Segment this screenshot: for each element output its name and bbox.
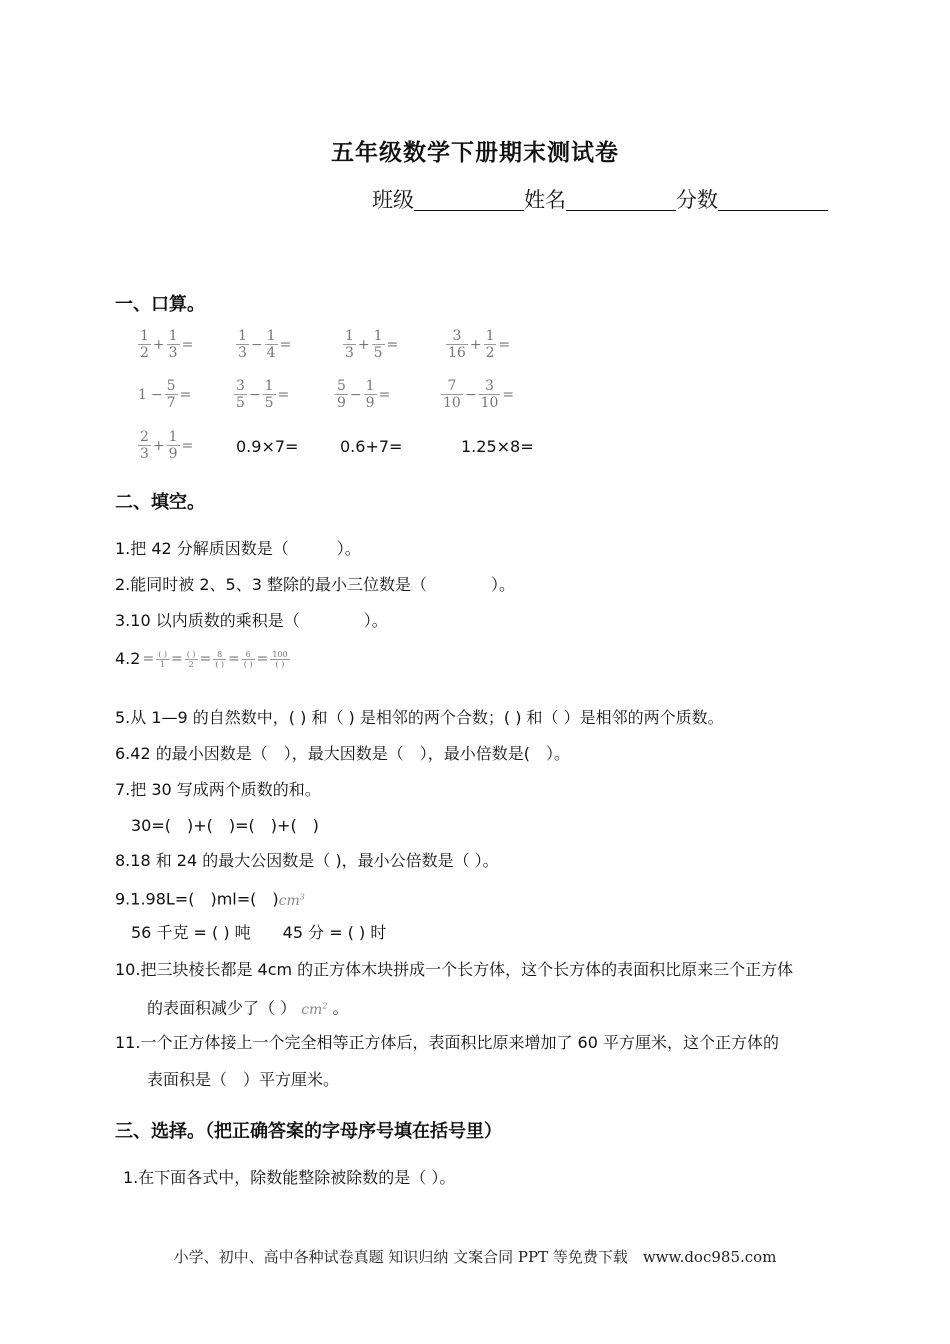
fill-question-line: 56 千克 = ( ) 吨 45 分 = ( ) 时 [131,923,387,942]
footer-note: 小学、初中、高中各种试卷真题 知识归纳 文案合同 PPT 等免费下载 www.doc985.com [173,1248,777,1266]
class-blank [414,186,524,211]
page-title: 五年级数学下册期末测试卷 [331,140,619,166]
mental-calc-item: 0.9×7= [236,437,299,456]
mental-calc-item: $\frac{1}{3}$ + $\frac{1}{5}$ = [345,328,399,361]
mental-calc-item: $\frac{2}{3}$ + $\frac{1}{9}$ = [140,429,194,462]
mental-calc-item: $\frac{5}{9}$ − $\frac{1}{9}$ = [337,378,391,411]
student-info-line [372,184,828,214]
mental-calc-item: 1.25×8= [461,437,534,456]
fill-question-line: 表面积是（ ）平方厘米。 [147,1070,340,1089]
class-label: 班级 [372,188,414,212]
mental-calc-item: $\frac{1}{3}$ − $\frac{1}{4}$ = [238,328,292,361]
fill-question: 4.2 = $\frac{( )}{1}$ = $\frac{( )}{2}$ = $\frac{8}{( )}$ = $\frac{6}{( )}$ = $\frac{100}{( )}$ [115,649,288,669]
fill-question: 1.把 42 分解质因数是（ ）。 [115,539,361,558]
score-blank [718,186,828,211]
fill-question: 7.把 30 写成两个质数的和。 [115,780,321,799]
section2-heading: 二、填空。 [115,492,205,513]
mental-calc-item: $\frac{3}{16}$ + $\frac{1}{2}$ = [448,328,511,361]
mental-calc-item: 1 − $\frac{5}{7}$ = [138,378,192,411]
choice-question: 1.在下面各式中，除数能整除被除数的是（ ）。 [123,1168,456,1187]
fill-question: 10.把三块棱长都是 4cm 的正方体木块拼成一个长方体，这个长方体的表面积比原来三个正方体 [115,960,794,979]
fill-question: 11.一个正方体接上一个完全相等正方体后，表面积比原来增加了 60 平方厘米，这个正方体的 [115,1033,779,1052]
score-label: 分数 [676,188,718,212]
name-label: 姓名 [524,188,566,212]
mental-calc-item: $\frac{1}{2}$ + $\frac{1}{3}$ = [140,328,194,361]
fill-question-line: 30=( )+( )=( )+( ) [131,816,319,835]
name-blank [566,186,676,211]
mental-calc-item: 0.6+7= [340,437,403,456]
fill-question: 6.42 的最小因数是（ ），最大因数是（ ），最小倍数是( ）。 [115,744,570,763]
fill-question: 8.18 和 24 的最大公因数是（ )，最小公倍数是（ ）。 [115,851,499,870]
section3-heading: 三、选择。（把正确答案的字母序号填在括号里） [115,1121,502,1142]
fill-question-line: 的表面积减少了（ ） $cm^2$ 。 [147,998,349,1018]
mental-calc-item: $\frac{7}{10}$ − $\frac{3}{10}$ = [443,378,515,411]
mental-calc-item: $\frac{3}{5}$ − $\frac{1}{5}$ = [236,378,290,411]
section1-heading: 一、口算。 [115,294,205,315]
fill-question: 3.10 以内质数的乘积是（ ）。 [115,611,388,630]
fill-question: 9.1.98L=( )ml=( )$cm^3$ [115,889,305,909]
fill-question: 2.能同时被 2、5、3 整除的最小三位数是（ ）。 [115,575,515,594]
fill-question: 5.从 1—9 的自然数中，( ) 和（ ) 是相邻的两个合数；( ) 和（ ）是相邻的两个质数。 [115,708,724,727]
